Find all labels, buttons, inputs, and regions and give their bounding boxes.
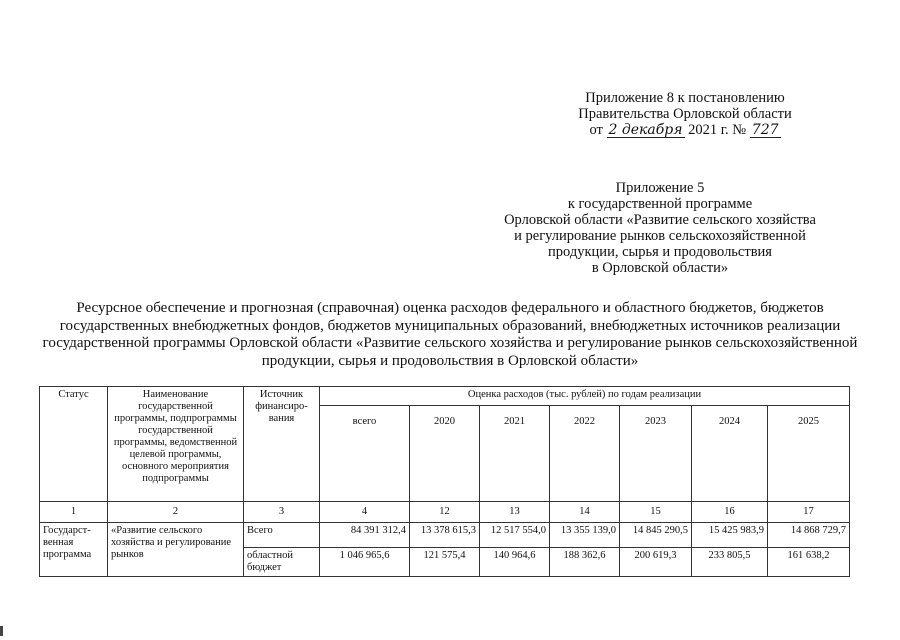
row-value: 233 805,5 (692, 548, 768, 577)
row-value: 161 638,2 (768, 548, 850, 577)
header-year: 2025 (768, 406, 850, 502)
annex-line: Приложение 5 (615, 180, 705, 196)
decree-header (540, 90, 830, 138)
header-year: 2021 (480, 406, 550, 502)
column-number: 12 (410, 502, 480, 523)
decree-date-line (540, 122, 830, 138)
title-line: государственной программы Орловской области «Развитие сельского хозяйства и регулирование рынков сельскохозяйственной (42, 335, 858, 351)
title-line: Ресурсное обеспечение и прогнозная (справочная) оценка расходов федерального и областного бюджетов, бюджетов (76, 300, 824, 316)
row-value: 12 517 554,0 (480, 523, 550, 548)
decree-line-1: Приложение 8 к постановлению (585, 90, 785, 106)
row-status: Государст-венная программа (40, 523, 108, 577)
row-value: 14 845 290,5 (620, 523, 692, 548)
row-value: 200 619,3 (620, 548, 692, 577)
row-value: 188 362,6 (550, 548, 620, 577)
decree-date-handwritten: 2 декабря (608, 122, 683, 138)
header-year: 2023 (620, 406, 692, 502)
row-value: 13 355 139,0 (550, 523, 620, 548)
annex-line: в Орловской области» (591, 260, 729, 276)
row-source: Всего (244, 523, 320, 548)
row-value: 84 391 312,4 (320, 523, 410, 548)
column-number: 2 (108, 502, 244, 523)
decree-year-text: 2021 г. № (688, 122, 747, 138)
header-status: Статус (40, 387, 108, 502)
header-year: 2020 (410, 406, 480, 502)
resource-table (39, 386, 850, 577)
title-line: государственных внебюджетных фондов, бюджетов муниципальных образований, внебюджетных источников реализации (59, 317, 841, 334)
row-value: 121 575,4 (410, 548, 480, 577)
column-number: 13 (480, 502, 550, 523)
column-number-row (40, 502, 850, 523)
decree-line-2: Правительства Орловской области (578, 106, 792, 122)
column-number: 14 (550, 502, 620, 523)
row-value: 1 046 965,6 (320, 548, 410, 577)
scan-mark (0, 626, 3, 636)
column-number: 17 (768, 502, 850, 523)
column-number: 15 (620, 502, 692, 523)
column-number: 4 (320, 502, 410, 523)
header-name: Наименование государственной программы, подпрограммы государственной программы, ведомственной целевой программы, основного мероприятия подпрограммы (108, 387, 244, 502)
header-year: 2022 (550, 406, 620, 502)
column-number: 16 (692, 502, 768, 523)
row-value: 15 425 983,9 (692, 523, 768, 548)
annex-line: и регулирование рынков сельскохозяйственной (514, 228, 806, 244)
annex-header (470, 180, 850, 276)
table-row (40, 523, 850, 548)
row-name: «Развитие сельского хозяйства и регулирование рынков (108, 523, 244, 577)
header-year: всего (320, 406, 410, 502)
annex-line: Орловской области «Развитие сельского хозяйства (504, 212, 816, 228)
row-source: областной бюджет (244, 548, 320, 577)
row-value: 14 868 729,7 (768, 523, 850, 548)
header-year: 2024 (692, 406, 768, 502)
title-line: продукции, сырья и продовольствия в Орловской области» (261, 352, 639, 369)
column-number: 3 (244, 502, 320, 523)
annex-line: к государственной программе (567, 196, 753, 212)
decree-from-label: от (589, 122, 603, 138)
row-value: 13 378 615,3 (410, 523, 480, 548)
header-source: Источник финансиро-вания (244, 387, 320, 502)
document-title (20, 300, 880, 370)
column-number: 1 (40, 502, 108, 523)
row-value: 140 964,6 (480, 548, 550, 577)
header-row (40, 387, 850, 406)
annex-line: продукции, сырья и продовольствия (548, 244, 772, 260)
decree-number-handwritten: 727 (751, 122, 779, 138)
header-estimate: Оценка расходов (тыс. рублей) по годам реализации (320, 387, 850, 406)
